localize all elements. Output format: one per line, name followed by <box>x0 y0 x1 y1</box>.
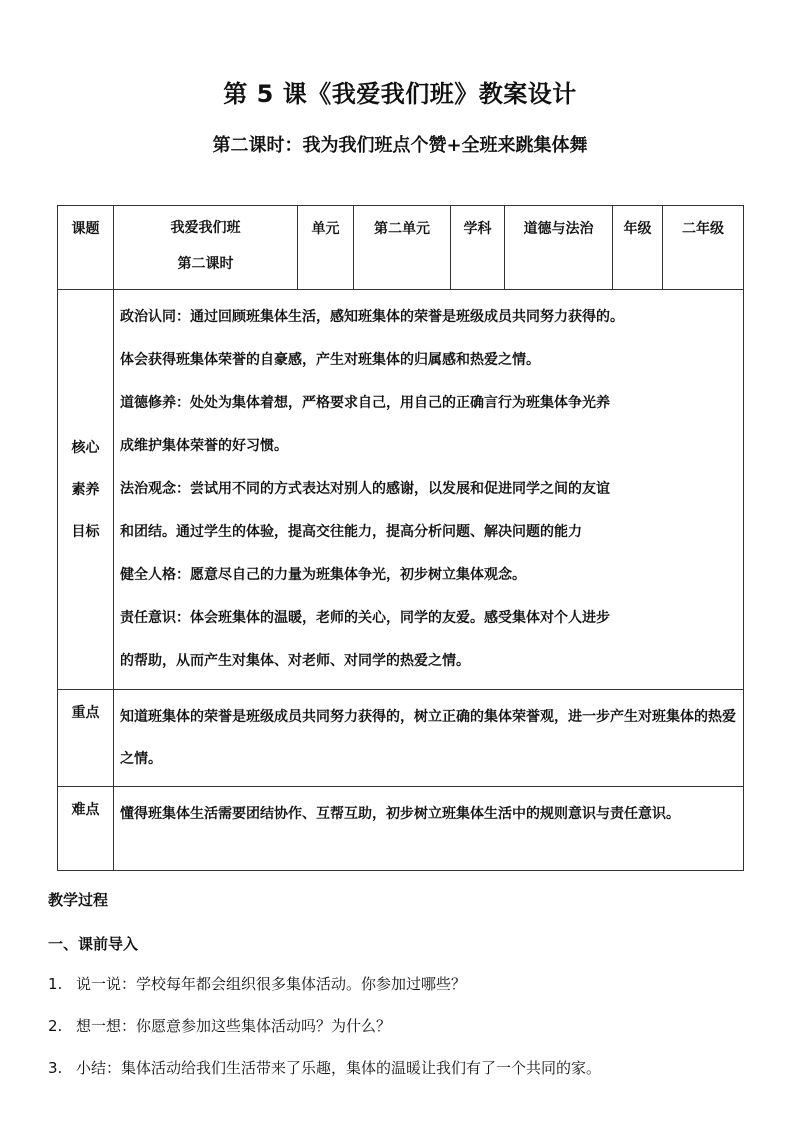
process-heading: 教学过程 <box>48 891 109 909</box>
topic-value <box>114 206 298 290</box>
subject-label: 学科 <box>451 206 505 290</box>
goals-label <box>58 290 114 690</box>
topic-value-line2: 第二课时 <box>177 256 234 272</box>
goal-line: 法治观念：尝试用不同的方式表达对别人的感谢，以发展和促进同学之间的友谊 <box>120 481 610 497</box>
list-item-number: 2. <box>48 1017 63 1035</box>
key-point-text: 知道班集体的荣誉是班级成员共同努力获得的，树立正确的集体荣誉观，进一步产生对班集体的热爱之情。 <box>114 690 744 787</box>
table-row-goals <box>58 290 744 690</box>
difficulty-text: 懂得班集体生活需要团结协作、互帮互助，初步树立班集体生活中的规则意识与责任意识。 <box>114 787 744 871</box>
goal-line: 道德修养：处处为集体着想，严格要求自己，用自己的正确言行为班集体争光养 <box>120 395 610 411</box>
table-row-key-point <box>58 690 744 787</box>
list-item-text: 想一想：你愿意参加这些集体活动吗？为什么？ <box>76 1017 392 1035</box>
goal-line: 政治认同：通过回顾班集体生活，感知班集体的荣誉是班级成员共同努力获得的。 <box>120 309 624 325</box>
grade-value: 二年级 <box>663 206 744 290</box>
section1-heading: 一、课前导入 <box>48 935 139 953</box>
list-item-text: 说一说：学校每年都会组织很多集体活动。你参加过哪些？ <box>76 975 467 993</box>
goal-line: 体会获得班集体荣誉的自豪感，产生对班集体的归属感和热爱之情。 <box>120 352 540 368</box>
key-point-label: 重点 <box>58 690 114 787</box>
goal-line: 和团结。通过学生的体验，提高交往能力，提高分析问题、解决问题的能力 <box>120 524 582 540</box>
difficulty-label: 难点 <box>58 787 114 871</box>
list-item <box>48 1016 391 1036</box>
goal-line: 健全人格：愿意尽自己的力量为班集体争光，初步树立集体观念。 <box>120 567 526 583</box>
unit-value: 第二单元 <box>354 206 451 290</box>
goals-label-line2: 素养 <box>71 481 100 498</box>
list-item-number: 1. <box>48 975 63 993</box>
list-item <box>48 1058 601 1078</box>
list-item-text: 小结：集体活动给我们生活带来了乐趣，集体的温暖让我们有了一个共同的家。 <box>76 1059 602 1077</box>
topic-label: 课题 <box>58 206 114 290</box>
goal-line: 责任意识：体会班集体的温暖，老师的关心，同学的友爱。感受集体对个人进步 <box>120 610 610 626</box>
document-subtitle: 第二课时：我为我们班点个赞+全班来跳集体舞 <box>212 135 588 156</box>
table-row-difficulty <box>58 787 744 871</box>
goals-content <box>114 290 744 690</box>
goals-label-line3: 目标 <box>71 523 100 540</box>
subject-value: 道德与法治 <box>505 206 613 290</box>
grade-label: 年级 <box>613 206 663 290</box>
list-item <box>48 974 466 994</box>
goals-label-line1: 核心 <box>71 439 100 456</box>
table-row-header <box>58 206 744 290</box>
goal-line: 成维护集体荣誉的好习惯。 <box>120 438 288 454</box>
lesson-info-table <box>57 205 744 871</box>
goal-line: 的帮助，从而产生对集体、对老师、对同学的热爱之情。 <box>120 653 470 669</box>
list-item-number: 3. <box>48 1059 63 1077</box>
document-title: 第 5 课《我爱我们班》教案设计 <box>223 80 577 108</box>
unit-label: 单元 <box>298 206 354 290</box>
topic-value-line1: 我爱我们班 <box>170 220 241 236</box>
